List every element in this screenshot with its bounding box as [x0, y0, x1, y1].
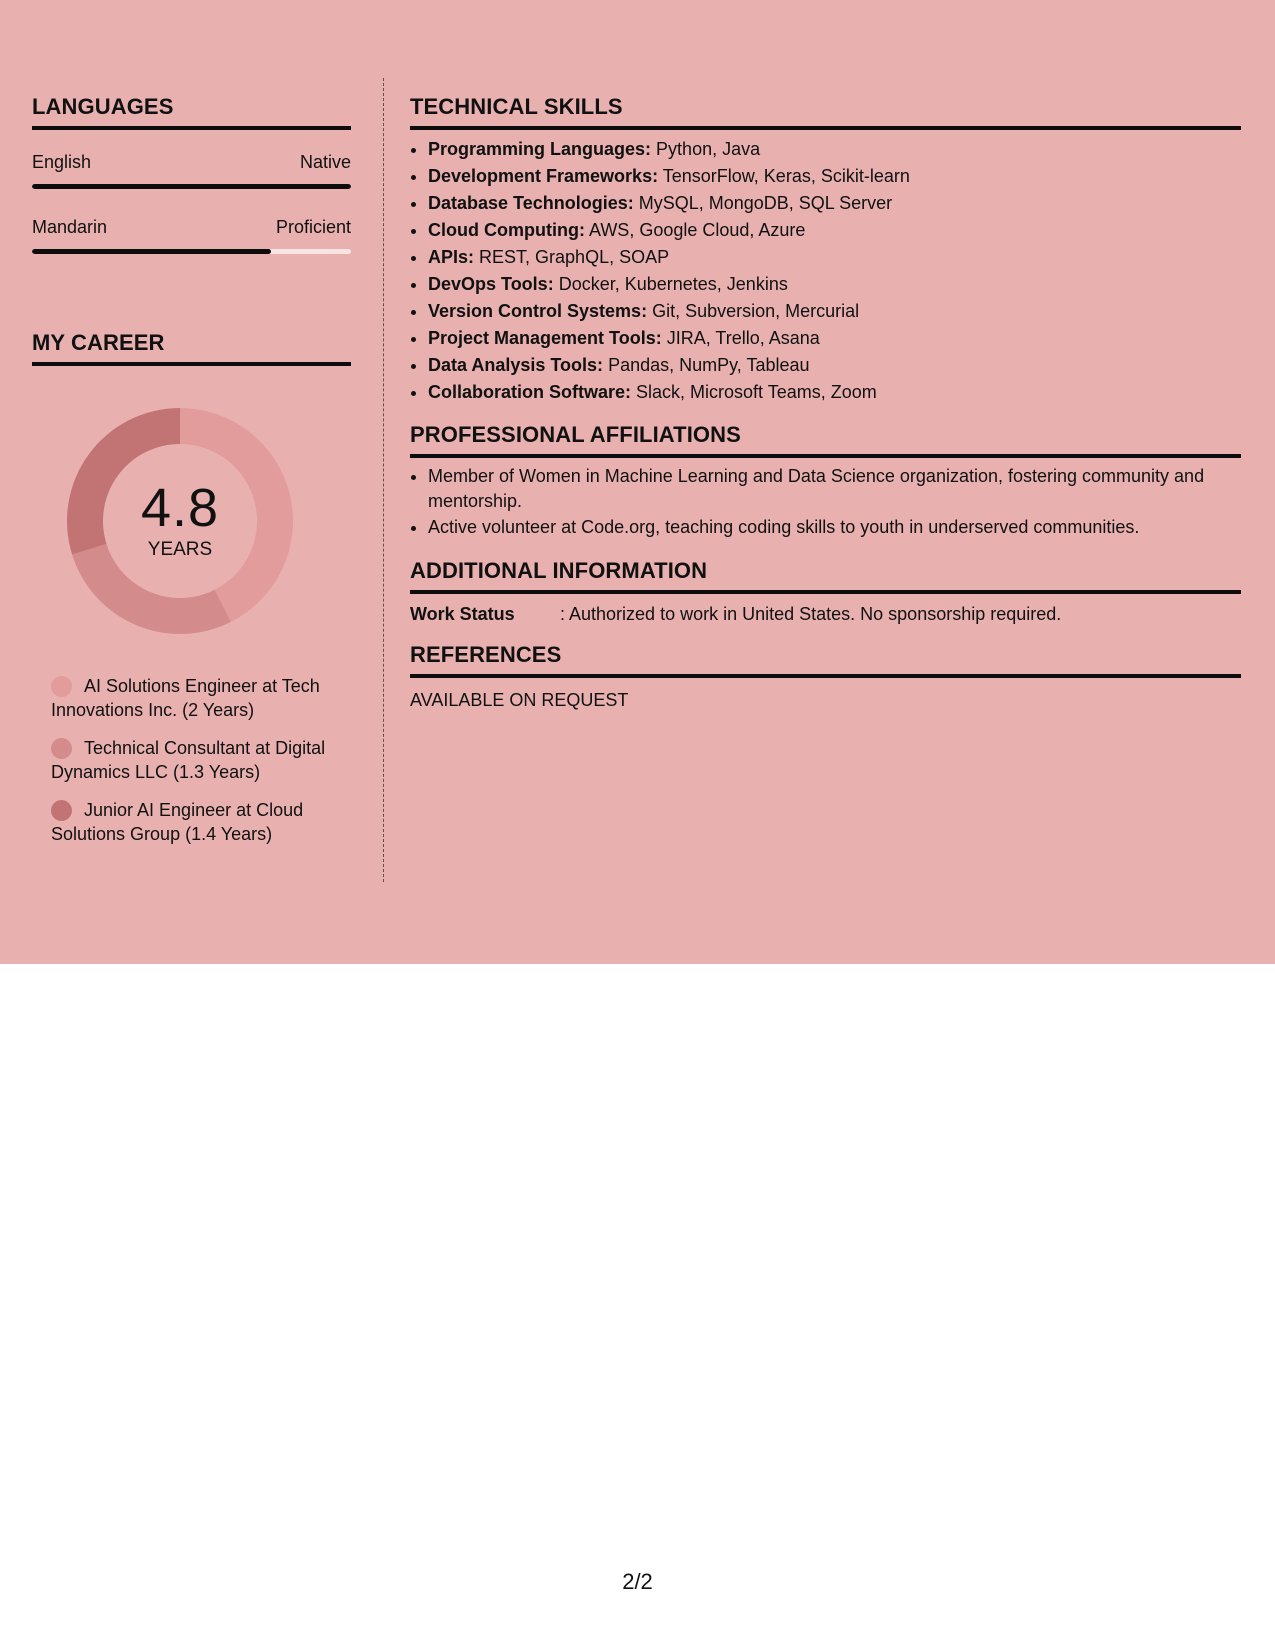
skill-item: [428, 352, 1241, 379]
affiliations-title: PROFESSIONAL AFFILIATIONS: [410, 420, 1241, 458]
skill-values: REST, GraphQL, SOAP: [479, 247, 670, 267]
technical-skills-list: [410, 136, 1241, 406]
column-divider: [383, 78, 384, 882]
skill-item: [428, 298, 1241, 325]
skill-values: JIRA, Trello, Asana: [666, 328, 820, 348]
language-proficiency-fill: [32, 249, 271, 254]
skill-category: Collaboration Software:: [428, 382, 632, 402]
language-proficiency-bar: [32, 249, 351, 254]
career-title: MY CAREER: [32, 328, 351, 366]
skill-values: Slack, Microsoft Teams, Zoom: [636, 382, 877, 402]
skill-values: Pandas, NumPy, Tableau: [608, 355, 810, 375]
career-position-label: Junior AI Engineer at Cloud Solutions Group (1.4 Years): [51, 800, 304, 844]
career-legend-item: [51, 674, 351, 722]
legend-dot-icon: [51, 676, 72, 697]
skill-category: Database Technologies:: [428, 193, 634, 213]
legend-dot-icon: [51, 800, 72, 821]
skill-category: Development Frameworks:: [428, 166, 659, 186]
skill-values: TensorFlow, Keras, Scikit-learn: [662, 166, 910, 186]
skill-item: [428, 271, 1241, 298]
skill-category: APIs:: [428, 247, 475, 267]
skill-values: MySQL, MongoDB, SQL Server: [638, 193, 893, 213]
skill-category: Programming Languages:: [428, 139, 652, 159]
language-proficiency-fill: [32, 184, 351, 189]
affiliations-section: [410, 420, 1241, 540]
affiliation-item: • Active volunteer at Code.org, teaching coding skills to youth in underserved communities.: [428, 515, 1241, 540]
career-legend-item: [51, 798, 351, 846]
skill-item: [428, 325, 1241, 352]
language-item-mandarin: [32, 215, 351, 254]
references-section: [410, 640, 1241, 712]
career-legend: [32, 674, 351, 846]
page-number: 2/2: [622, 1569, 653, 1594]
affiliation-item: • Member of Women in Machine Learning and Data Science organization, fostering community and mentorship.: [428, 464, 1241, 514]
skill-item: [428, 379, 1241, 406]
additional-info-section: [410, 556, 1241, 626]
skill-item: [428, 217, 1241, 244]
career-position-label: AI Solutions Engineer at Tech Innovations Inc. (2 Years): [51, 676, 320, 720]
technical-skills-section: [410, 92, 1241, 406]
skill-category: DevOps Tools:: [428, 274, 554, 294]
skill-values: Docker, Kubernetes, Jenkins: [558, 274, 788, 294]
languages-section: [32, 92, 351, 254]
career-section: [32, 328, 351, 846]
language-item-english: [32, 150, 351, 189]
skill-category: Cloud Computing:: [428, 220, 585, 240]
skill-values: Python, Java: [656, 139, 761, 159]
technical-skills-title: TECHNICAL SKILLS: [410, 92, 1241, 130]
skill-values: Git, Subversion, Mercurial: [652, 301, 860, 321]
career-total-years: 4.8: [140, 478, 220, 538]
additional-info-title: ADDITIONAL INFORMATION: [410, 556, 1241, 594]
skill-category: Project Management Tools:: [428, 328, 662, 348]
left-column: [32, 92, 351, 860]
career-donut-chart: [65, 406, 295, 636]
skill-item: [428, 136, 1241, 163]
right-column: [410, 92, 1241, 712]
language-level: Native: [299, 152, 351, 172]
legend-dot-icon: [51, 738, 72, 759]
work-status-value: : Authorized to work in United States. No sponsorship required.: [560, 604, 1062, 624]
career-donut-center: [65, 406, 295, 636]
skill-item: [428, 244, 1241, 271]
language-name: Mandarin: [32, 217, 108, 237]
career-legend-item: [51, 736, 351, 784]
skill-item: [428, 190, 1241, 217]
career-total-unit: YEARS: [147, 539, 213, 560]
skill-category: Data Analysis Tools:: [428, 355, 604, 375]
languages-title: LANGUAGES: [32, 92, 351, 130]
work-status-label: Work Status: [410, 604, 515, 624]
work-status-row: [410, 602, 1241, 626]
language-name: English: [32, 152, 92, 172]
language-proficiency-bar: [32, 184, 351, 189]
affiliations-list: [410, 464, 1241, 540]
career-position-label: Technical Consultant at Digital Dynamics LLC (1.3 Years): [51, 738, 326, 782]
references-title: REFERENCES: [410, 640, 1241, 678]
references-text: AVAILABLE ON REQUEST: [410, 690, 629, 710]
skill-category: Version Control Systems:: [428, 301, 648, 321]
language-level: Proficient: [275, 217, 351, 237]
skill-values: AWS, Google Cloud, Azure: [588, 220, 806, 240]
skill-item: [428, 163, 1241, 190]
